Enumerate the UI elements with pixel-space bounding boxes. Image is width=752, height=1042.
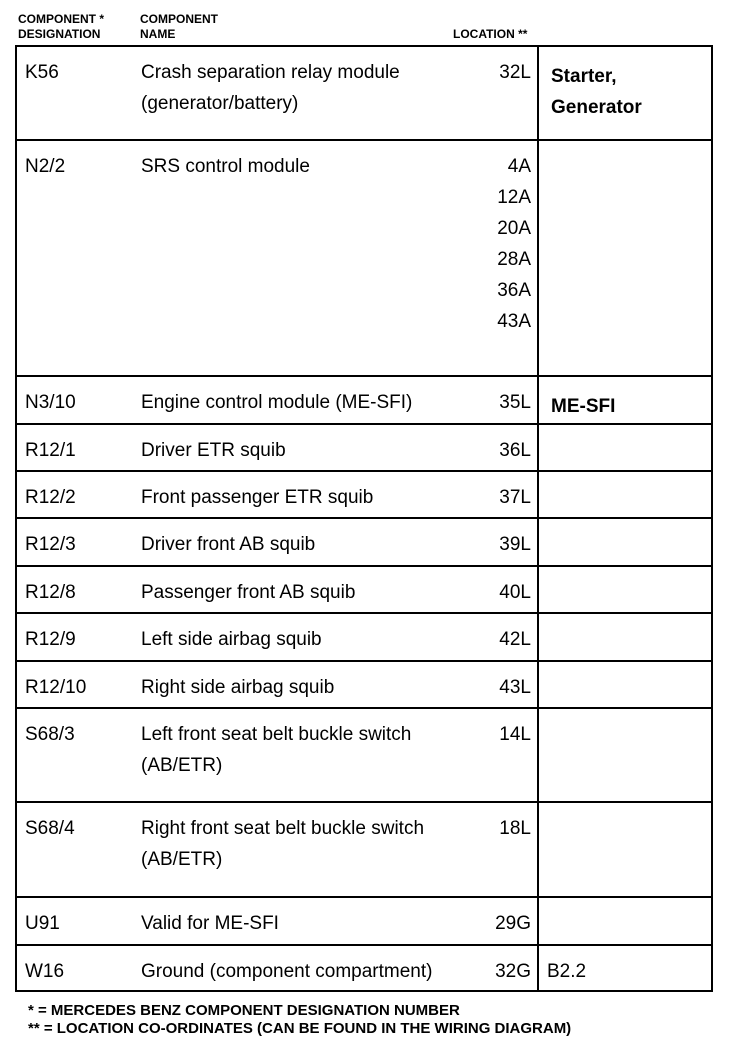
component-name: Crash separation relay module (generator/battery): [141, 46, 481, 140]
location-code: 14L: [499, 724, 531, 745]
component-name: Front passenger ETR squib: [141, 471, 481, 518]
component-name: Valid for ME-SFI: [141, 897, 481, 945]
component-location: [481, 613, 538, 661]
location-code: 4A: [507, 156, 531, 177]
component-table: [15, 45, 713, 992]
component-location: [481, 802, 538, 897]
table-row: [16, 897, 712, 945]
component-location: [481, 566, 538, 613]
table-row: [16, 566, 712, 613]
location-code: 20A: [497, 218, 531, 239]
location-code: 32L: [499, 62, 531, 83]
component-location: [481, 376, 538, 424]
table-row: [16, 424, 712, 471]
component-name: SRS control module: [141, 140, 481, 376]
location-code: 12A: [497, 187, 531, 208]
component-system: [538, 566, 712, 613]
table-row: [16, 945, 712, 991]
component-name: Driver front AB squib: [141, 518, 481, 566]
component-designation: N3/10: [16, 376, 141, 424]
location-code: 28A: [497, 249, 531, 270]
location-code: 37L: [499, 487, 531, 508]
component-system: ME-SFI: [538, 376, 712, 424]
component-location: [481, 471, 538, 518]
component-location: [481, 708, 538, 802]
component-designation: R12/8: [16, 566, 141, 613]
location-code: 18L: [499, 818, 531, 839]
component-designation: N2/2: [16, 140, 141, 376]
component-location: [481, 945, 538, 991]
column-header-name: COMPONENT NAME: [140, 12, 218, 41]
location-code: 43A: [497, 311, 531, 332]
component-name: Left front seat belt buckle switch (AB/ETR): [141, 708, 481, 802]
component-system: [538, 897, 712, 945]
column-header-designation: COMPONENT * DESIGNATION: [18, 12, 105, 41]
component-name: Passenger front AB squib: [141, 566, 481, 613]
component-designation: R12/2: [16, 471, 141, 518]
component-name: Engine control module (ME-SFI): [141, 376, 481, 424]
component-name: Left side airbag squib: [141, 613, 481, 661]
column-header-location: LOCATION **: [453, 27, 528, 41]
location-code: 36A: [497, 280, 531, 301]
table-row: [16, 613, 712, 661]
component-system: [538, 708, 712, 802]
component-system: [538, 471, 712, 518]
location-code: 36L: [499, 440, 531, 461]
component-designation: R12/9: [16, 613, 141, 661]
location-code: 40L: [499, 582, 531, 603]
component-designation: R12/3: [16, 518, 141, 566]
component-system: Starter, Generator: [538, 46, 712, 140]
component-system: [538, 518, 712, 566]
component-designation: W16: [16, 945, 141, 991]
component-location: [481, 46, 538, 140]
location-code: 39L: [499, 534, 531, 555]
table-row: [16, 708, 712, 802]
component-location: [481, 661, 538, 708]
table-row: [16, 376, 712, 424]
location-code: 32G: [495, 961, 531, 982]
component-location: [481, 897, 538, 945]
component-system: [538, 613, 712, 661]
component-location: [481, 424, 538, 471]
footnote-designation: * = MERCEDES BENZ COMPONENT DESIGNATION NUMBER: [28, 1002, 460, 1019]
table-row: [16, 802, 712, 897]
footnote-location: ** = LOCATION CO-ORDINATES (CAN BE FOUND IN THE WIRING DIAGRAM): [28, 1020, 572, 1037]
component-name: Driver ETR squib: [141, 424, 481, 471]
component-designation: S68/3: [16, 708, 141, 802]
component-system: [538, 802, 712, 897]
table-row: [16, 518, 712, 566]
component-system: [538, 140, 712, 376]
component-name: Right front seat belt buckle switch (AB/ETR): [141, 802, 481, 897]
location-code: 42L: [499, 629, 531, 650]
component-location: [481, 140, 538, 376]
table-row: [16, 471, 712, 518]
component-name: Ground (component compartment): [141, 945, 481, 991]
component-system: [538, 424, 712, 471]
location-code: 29G: [495, 913, 531, 934]
component-designation: U91: [16, 897, 141, 945]
table-row: [16, 140, 712, 376]
location-code: 43L: [499, 677, 531, 698]
table-row: [16, 661, 712, 708]
component-designation: S68/4: [16, 802, 141, 897]
component-designation: R12/1: [16, 424, 141, 471]
component-system: B2.2: [538, 945, 712, 991]
component-location: [481, 518, 538, 566]
table-row: [16, 46, 712, 140]
component-designation: R12/10: [16, 661, 141, 708]
component-name: Right side airbag squib: [141, 661, 481, 708]
location-code: 35L: [499, 392, 531, 413]
component-designation: K56: [16, 46, 141, 140]
component-system: [538, 661, 712, 708]
